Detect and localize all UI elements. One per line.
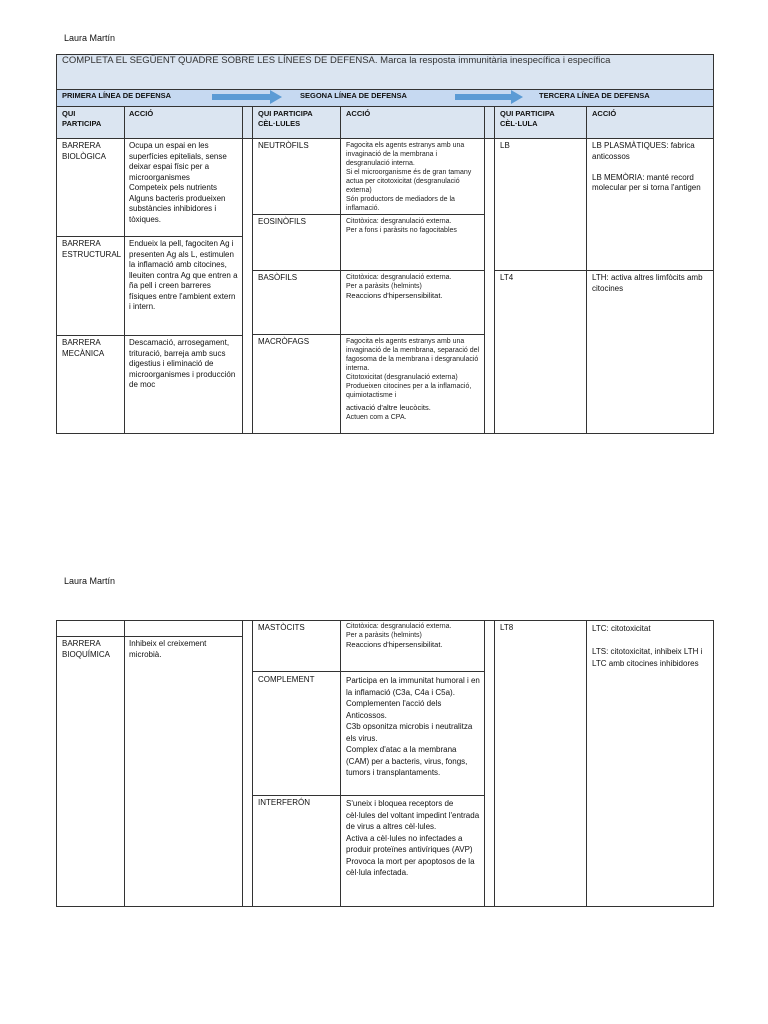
second-who-6: COMPLEMENT <box>258 675 315 684</box>
first-action-4: Inhibeix el creixement microbià. <box>129 639 207 659</box>
table-title: COMPLETA EL SEGÜENT QUADRE SOBRE LES LÍNEES DE DEFENSA. Marca la resposta immunitària inespecífica i específica <box>62 55 611 66</box>
second-action-4-after: Actuen com a CPA. <box>346 414 407 421</box>
table-border <box>494 270 714 271</box>
second-action-4: Fagocita els agents estranys amb una invaginació de la membrana, separació del fagosoma de la membrana i desgranulació interna. Citotoxicitat (desgranulació externa) Produeixen citocines per a la inflamació, quimiotactisme i <box>346 338 480 399</box>
third-who-2: LT4 <box>500 273 514 282</box>
author-name-page2: Laura Martín <box>64 576 116 586</box>
table-border <box>252 214 485 215</box>
table-border <box>56 906 714 907</box>
third-who-1: LB <box>500 141 510 150</box>
third-action-1: LB PLASMÀTIQUES: fabrica anticossos LB MEMÒRIA: manté record molecular per si torna l'antigen <box>592 141 701 192</box>
second-who-4: MACRÒFAGS <box>258 337 310 346</box>
table-border <box>56 54 57 434</box>
arrow-right-icon <box>212 90 282 104</box>
table-border <box>494 620 495 907</box>
table-border <box>252 620 253 907</box>
first-action-3: Descamació, arrosegament, trituració, barreja amb sucs digestius i eliminació de microorganismes i producción de moc <box>129 338 236 389</box>
header-action-1: ACCIÓ <box>129 109 154 118</box>
header-who-2: QUI PARTICIPA CÈL·LULES <box>258 109 313 128</box>
header-who-3: QUI PARTICIPA CÈL·LULA <box>500 109 555 128</box>
arrow-right-icon <box>455 90 523 104</box>
second-who-1: NEUTRÒFILS <box>258 141 309 150</box>
table-border <box>56 54 714 55</box>
table-border <box>56 433 714 434</box>
second-who-2: EOSINÒFILS <box>258 217 307 226</box>
table-border <box>586 620 587 907</box>
third-who-3: LT8 <box>500 623 514 632</box>
second-action-5-extra: Reaccions d'hipersensibilitat. <box>346 640 443 649</box>
second-who-7: INTERFERÓN <box>258 798 310 807</box>
header-action-2: ACCIÓ <box>346 109 371 118</box>
first-who-1: BARRERA BIOLÒGICA <box>62 141 107 161</box>
header-action-3: ACCIÓ <box>592 109 617 118</box>
first-action-1: Ocupa un espai en les superfícies epitelials, sense deixar espai físic per a microorganismes Competeix pels nutrients Alguns bacteris produeixen substàncies inhibidores i tòxiques. <box>129 141 227 224</box>
table-border <box>56 236 243 237</box>
table-border <box>713 54 714 434</box>
table-border <box>242 620 243 907</box>
first-action-2: Endueix la pell, fagociten Ag i presenten Ag als L, estimulen la inflamació amb citocines, lleuiten contra Ag que entren a ña pell i creen barreres físiques entre l'ambient extern i intern. <box>129 239 238 311</box>
header-who-1: QUI PARTICIPA <box>62 109 102 128</box>
second-who-5: MASTÒCITS <box>258 623 305 632</box>
table-border <box>252 270 485 271</box>
second-action-4-extra: activació d'altre leucòcits. <box>346 403 431 412</box>
table-border <box>56 335 243 336</box>
author-name: Laura Martín <box>64 33 116 43</box>
third-line-label: TERCERA LÍNEA DE DEFENSA <box>539 91 650 100</box>
table-border <box>252 671 485 672</box>
table-border <box>242 106 243 434</box>
second-action-3-extra: Reaccions d'hipersensibilitat. <box>346 291 443 300</box>
table-border <box>56 138 714 139</box>
table-border <box>252 334 485 335</box>
table-border <box>340 620 341 907</box>
table-border <box>56 620 57 907</box>
second-action-1: Fagocita els agents estranys amb una invaginació de la membrana i desgranulació interna. Si el microorganisme és de gran tamany actua per citotoxicitat (desgranulació externa) Són productors de mediadors de la inflamació. <box>346 142 472 212</box>
table-border <box>56 636 243 637</box>
third-action-3: LTC: citotoxicitat LTS: citotoxicitat, inhibeix LTH i LTC amb citocines inhibidores <box>592 624 703 668</box>
first-who-4: BARRERA BIOQUÍMICA <box>62 639 111 659</box>
first-line-label: PRIMERA LÍNEA DE DEFENSA <box>62 91 172 100</box>
table-border <box>56 106 714 107</box>
first-who-3: BARRERA MECÀNICA <box>62 338 105 358</box>
table-border <box>713 620 714 907</box>
table-border <box>56 89 714 90</box>
first-who-2: BARRERA ESTRUCTURAL <box>62 239 122 259</box>
table-border <box>252 795 485 796</box>
second-action-2: Citotòxica: desgranulació externa. Per a fons i paràsits no fagocitables <box>346 218 457 234</box>
table-border <box>484 620 485 907</box>
second-action-7: S'uneix i bloquea receptors de cèl·lules del voltant impedint l'entrada de virus a altres cèl·lules. Activa a cèl·lules no infectades a produir proteïnes antivíriques (AVP) Provoca la mort per apoptosos de la cèl·lula infectada. <box>346 799 480 877</box>
second-who-3: BASÒFILS <box>258 273 298 282</box>
second-action-5: Citotòxica: desgranulació externa. Per a paràsits (helmints) <box>346 623 452 639</box>
second-line-label: SEGONA LÍNEA DE DEFENSA <box>300 91 407 100</box>
second-action-3: Citotòxica: desgranulació externa. Per a paràsits (helmints) <box>346 274 452 290</box>
table-border <box>124 620 125 907</box>
third-action-2: LTH: activa altres limfòcits amb citocines <box>592 273 703 293</box>
second-action-6: Participa en la immunitat humoral i en la inflamació (C3a, C4a i C5a). Complementen l'acció dels Anticossos. C3b opsonitza microbis i neutralitza els virus. Complex d'atac a la membrana (CAM) per a bacteris, virus, fongs, tumors i transplantaments. <box>346 676 480 777</box>
